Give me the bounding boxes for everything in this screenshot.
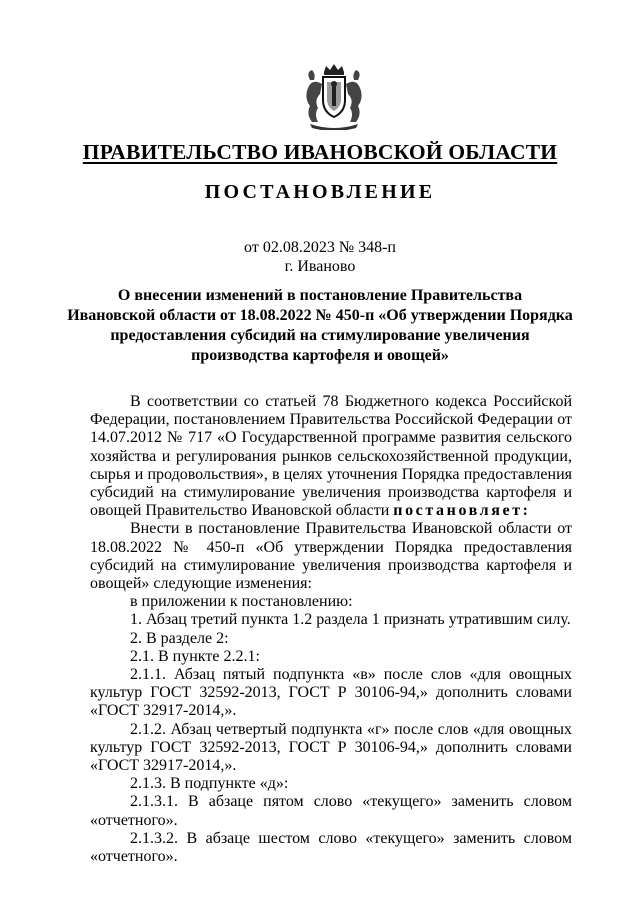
preamble xyxy=(90,393,572,520)
date-number: от 02.08.2023 № 348-п xyxy=(244,239,396,256)
paragraph: Внести в постановление Правительства Ивановской области от 18.08.2022 № 450-п «Об утверждении Порядка предоставления субсидий на стимулирование увеличения производства картофеля и овощей» следующие изменения: xyxy=(90,520,572,593)
city: г. Иваново xyxy=(284,258,356,275)
paragraph: 2.1.3. В подпункте «д»: xyxy=(130,775,289,793)
document-type: ПОСТАНОВЛЕНИЕ xyxy=(204,181,436,203)
paragraph: 2.1.3.1. В абзаце пятом слово «текущего» заменить словом «отчетного». xyxy=(90,793,572,829)
paragraph: 2.1.1. Абзац пятый подпункта «в» после слов «для овощных культур ГОСТ 32592-2013, ГОСТ Р 30106-94,» дополнить словами «ГОСТ 32917-2014,». xyxy=(90,666,572,720)
paragraph: 2.1.2. Абзац четвертый подпункта «г» после слов «для овощных культур ГОСТ 32592-2013, ГОСТ Р 30106-94,» дополнить словами «ГОСТ 32917-2014,». xyxy=(90,720,572,775)
decree-word: постановляет: xyxy=(393,502,531,520)
document-title xyxy=(60,286,580,366)
government-name: ПРАВИТЕЛЬСТВО ИВАНОВСКОЙ ОБЛАСТИ xyxy=(82,140,558,164)
title-line: предоставления субсидий на стимулирование увеличения xyxy=(110,327,530,344)
title-line: Ивановской области от 18.08.2022 № 450-п «Об утверждении Порядка xyxy=(67,307,573,324)
coat-of-arms-icon xyxy=(296,62,372,130)
paragraph: 2. В разделе 2: xyxy=(130,629,229,647)
paragraph: в приложении к постановлению: xyxy=(130,593,353,611)
document-body xyxy=(90,393,572,866)
title-line: О внесении изменений в постановление Правительства xyxy=(117,287,523,304)
paragraph: 2.1.3.2. В абзаце шестом слово «текущего» заменить словом «отчетного». xyxy=(90,829,572,866)
title-line: производства картофеля и овощей» xyxy=(191,347,449,364)
paragraph: 2.1. В пункте 2.2.1: xyxy=(130,647,260,665)
preamble-text: В соответствии со статьей 78 Бюджетного кодекса Российской Федерации, постановлением Правительства Российской Федерации от 14.07.2012 № 717 «О Государственной программе развития сельского хозяйства и регулирования рынков сельскохозяйственной продукции, сырья и продовольствия», в целях уточнения Порядка предоставления субсидий на стимулирование увеличения производства картофеля и овощей Правительство Ивановской области xyxy=(90,393,572,520)
paragraph: 1. Абзац третий пункта 1.2 раздела 1 признать утратившим силу. xyxy=(130,611,571,629)
